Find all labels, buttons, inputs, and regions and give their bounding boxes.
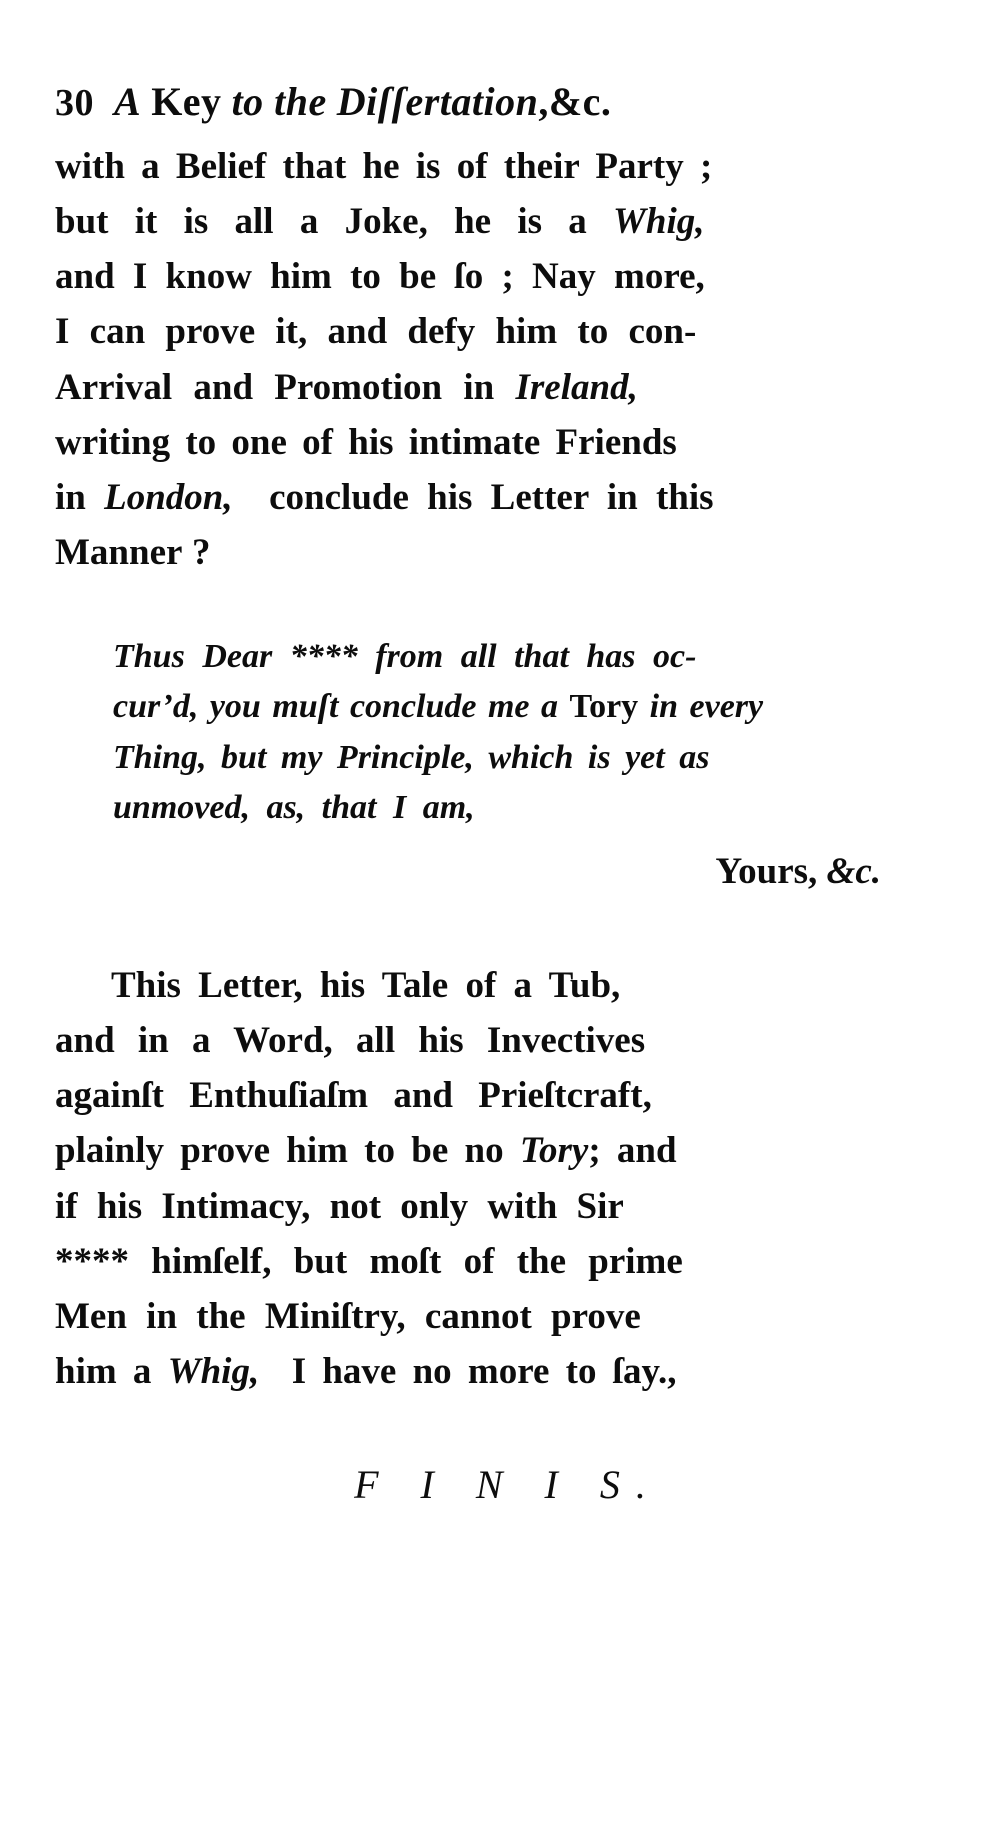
text-line: and I know him to be ſo ; Nay more, xyxy=(55,256,705,298)
text-line: with a Belief that he is of their Party ; xyxy=(55,146,713,187)
running-head xyxy=(55,78,945,125)
quote-line-part: in every xyxy=(649,688,764,726)
roman-tory: Tory xyxy=(569,688,639,726)
italic-whig: Whig, xyxy=(613,201,705,243)
quoted-letter xyxy=(113,632,943,900)
text-line: and in a Word, all his Invectives xyxy=(55,1020,646,1062)
letter-signoff xyxy=(113,845,943,900)
quote-line: Thus Dear **** from all that has oc- xyxy=(113,638,697,675)
quote-line xyxy=(113,682,943,732)
text-line: againſt Enthuſiaſm and Prieſtcraft, xyxy=(55,1075,652,1117)
paragraph-continuation xyxy=(55,139,945,580)
text-line: This Letter, his Tale of a Tub, xyxy=(111,965,621,1006)
text-line: Men in the Miniſtry, cannot prove xyxy=(55,1295,641,1337)
page-folio-number: 30 xyxy=(55,82,94,124)
signoff-text: Yours, xyxy=(715,851,827,893)
text-line-part: Arrival and Promotion in xyxy=(55,366,516,408)
running-head-key: Key xyxy=(151,79,222,124)
text-line: Manner ? xyxy=(55,531,211,573)
text-line xyxy=(55,1123,945,1178)
italic-ireland: Ireland, xyxy=(515,366,638,408)
running-head-to-the: to the xyxy=(231,79,327,124)
text-line xyxy=(55,1344,945,1399)
text-line: **** himſelf, but moſt of the prime xyxy=(55,1240,683,1282)
finis-colophon: F I N I S. xyxy=(354,1462,662,1507)
text-line xyxy=(55,470,945,525)
text-line-part: him a xyxy=(55,1350,168,1392)
text-line-part: conclude his Letter in this xyxy=(269,476,714,518)
quote-line-part: cur’d, you muſt conclude me a xyxy=(113,688,570,726)
text-line-part: I have no more to ſay., xyxy=(291,1350,677,1392)
italic-whig-2: Whig, xyxy=(167,1350,260,1392)
quote-line: Thing, but my Principle, which is yet as xyxy=(113,738,710,776)
italic-tory: Tory xyxy=(519,1130,589,1172)
italic-london: London, xyxy=(104,476,233,518)
running-head-article: A xyxy=(114,79,142,124)
running-head-tail: ,&c. xyxy=(538,79,612,124)
text-line-part: in xyxy=(55,476,105,518)
text-line xyxy=(55,194,945,249)
text-line-part: plainly prove him to be no xyxy=(55,1130,520,1172)
page-content xyxy=(55,78,945,1508)
paragraph-final xyxy=(55,958,945,1399)
text-line-part: but it is all a Joke, he is a xyxy=(55,201,613,243)
signoff-etc: &c. xyxy=(826,851,881,893)
text-line: if his Intimacy, not only with Sir xyxy=(55,1185,624,1227)
text-line xyxy=(55,360,945,415)
quote-line: unmoved, as, that I am, xyxy=(113,788,475,826)
running-head-dissertation: Diſſertation xyxy=(336,79,539,124)
text-line: writing to one of his intimate Friends xyxy=(55,421,677,463)
text-line: I can prove it, and defy him to con- xyxy=(55,311,697,353)
text-line-part: ; and xyxy=(588,1130,677,1172)
